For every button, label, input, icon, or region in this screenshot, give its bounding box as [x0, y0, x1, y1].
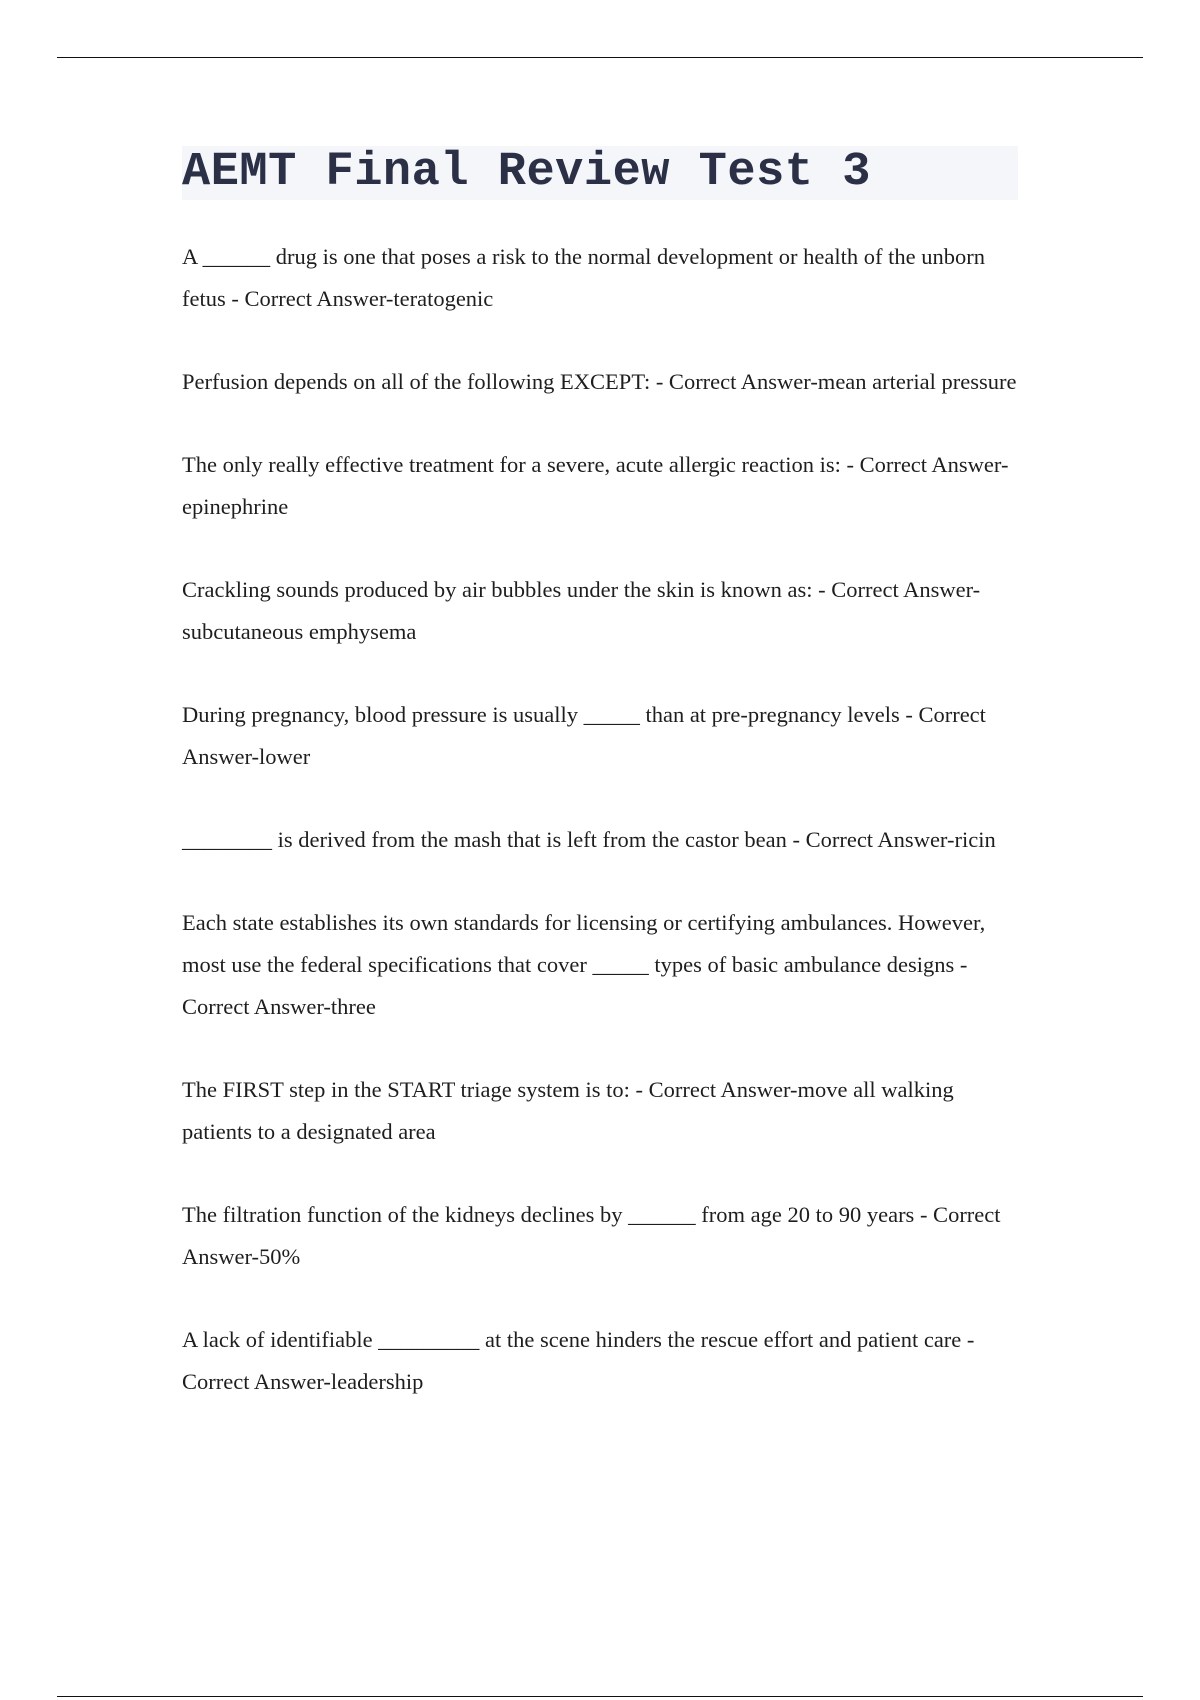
document-body — [182, 146, 1018, 1444]
qa-item: The FIRST step in the START triage system is to: - Correct Answer-move all walking patients to a designated area — [182, 1077, 954, 1144]
qa-item: ________ is derived from the mash that is left from the castor bean - Correct Answer-ricin — [182, 827, 996, 852]
qa-item: During pregnancy, blood pressure is usually _____ than at pre-pregnancy levels - Correct Answer-lower — [182, 702, 986, 769]
qa-item: Each state establishes its own standards for licensing or certifying ambulances. However, most use the federal specifications that cover _____ types of basic ambulance designs - Correct Answer-three — [182, 910, 986, 1019]
qa-item: The only really effective treatment for a severe, acute allergic reaction is: - Correct Answer-epinephrine — [182, 452, 1009, 519]
qa-item: A ______ drug is one that poses a risk to the normal development or health of the unborn fetus - Correct Answer-teratogenic — [182, 244, 985, 311]
top-divider — [57, 57, 1143, 58]
qa-item: Crackling sounds produced by air bubbles under the skin is known as: - Correct Answer-subcutaneous emphysema — [182, 577, 981, 644]
title-banner — [182, 146, 1018, 200]
qa-item: The filtration function of the kidneys declines by ______ from age 20 to 90 years - Correct Answer-50% — [182, 1202, 1001, 1269]
document-title: AEMT Final Review Test 3 — [182, 146, 871, 199]
qa-item: Perfusion depends on all of the following EXCEPT: - Correct Answer-mean arterial pressure — [182, 369, 1017, 394]
qa-item: A lack of identifiable _________ at the scene hinders the rescue effort and patient care - Correct Answer-leadership — [182, 1327, 975, 1394]
bottom-divider — [57, 1696, 1143, 1697]
